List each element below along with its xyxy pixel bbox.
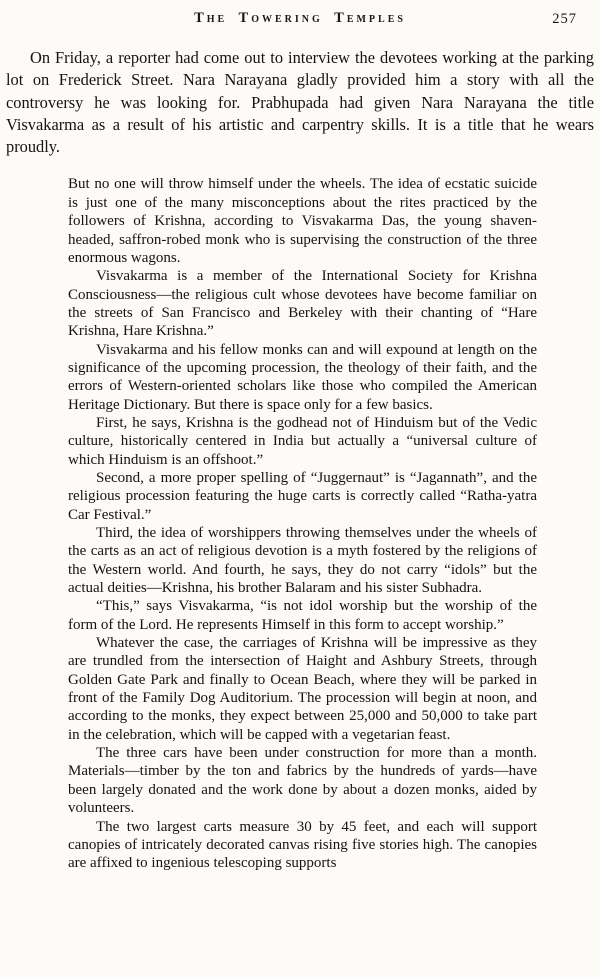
block-quote <box>68 175 537 872</box>
quote-paragraph: Visvakarma and his fellow monks can and will expound at length on the significance of the upcoming procession, the theology of their faith, and the errors of Western-oriented scholars like those who compiled the American Heritage Dictionary. But there is space only for a few basics. <box>68 341 537 413</box>
quote-paragraph: First, he says, Krishna is the godhead not of Hinduism but of the Vedic culture, historically centered in India but actually a “universal culture of which Hinduism is an offshoot.” <box>68 414 537 468</box>
quote-paragraph: The two largest carts measure 30 by 45 feet, and each will support canopies of intricately decorated canvas rising five stories high. The canopies are affixed to ingenious telescoping supports <box>68 818 537 872</box>
page-number: 257 <box>552 11 577 27</box>
quote-paragraph: Visvakarma is a member of the International Society for Krishna Consciousness—the religious cult whose devotees have become familiar on the streets of San Francisco and Berkeley with their chanting of “Hare Krishna, Hare Krishna.” <box>68 268 537 340</box>
page-header <box>6 10 594 34</box>
quote-paragraph: The three cars have been under construction for more than a month. Materials—timber by the ton and fabrics by the hundreds of yards—have been largely donated and the work done by about a dozen monks, aided by volunteers. <box>68 745 537 817</box>
quote-paragraph: “This,” says Visvakarma, “is not idol worship but the worship of the form of the Lord. He represents Himself in this form to accept worship.” <box>68 598 537 633</box>
quote-paragraph: But no one will throw himself under the wheels. The idea of ecstatic suicide is just one of the many misconceptions about the rites practiced by the followers of Krishna, according to Visvakarma Das, the young shaven-headed, saffron-robed monk who is supervising the construction of the three enormous wagons. <box>68 176 537 266</box>
quote-paragraph: Third, the idea of worshippers throwing themselves under the wheels of the carts as an act of religious devotion is a myth fostered by the religions of the Western world. And fourth, he says, they do not carry “idols” but the actual deities—Krishna, his brother Balaram and his sister Subhadra. <box>68 525 537 597</box>
intro-paragraph: On Friday, a reporter had come out to interview the devotees working at the parking lot on Frederick Street. Nara Narayana gladly provided him a story with all the controversy he was looking for. Prabhupada had given Nara Narayana the title Visvakarma as a result of his artistic and carpentry skills. It is a title that he wears proudly. <box>6 48 594 157</box>
running-head-title: The Towering Temples <box>194 10 406 26</box>
quote-paragraph: Whatever the case, the carriages of Krishna will be impressive as they are trundled from the intersection of Haight and Ashbury Streets, through Golden Gate Park and finally to Ocean Beach, where they will be parked in front of the Family Dog Auditorium. The procession will begin at noon, and according to the monks, they expect between 25,000 and 50,000 to take part in the celebration, which will be capped with a vegetarian feast. <box>68 635 537 743</box>
quote-paragraph: Second, a more proper spelling of “Juggernaut” is “Jagannath”, and the religious procession featuring the huge carts is correctly called “Ratha-yatra Car Festival.” <box>68 469 537 523</box>
